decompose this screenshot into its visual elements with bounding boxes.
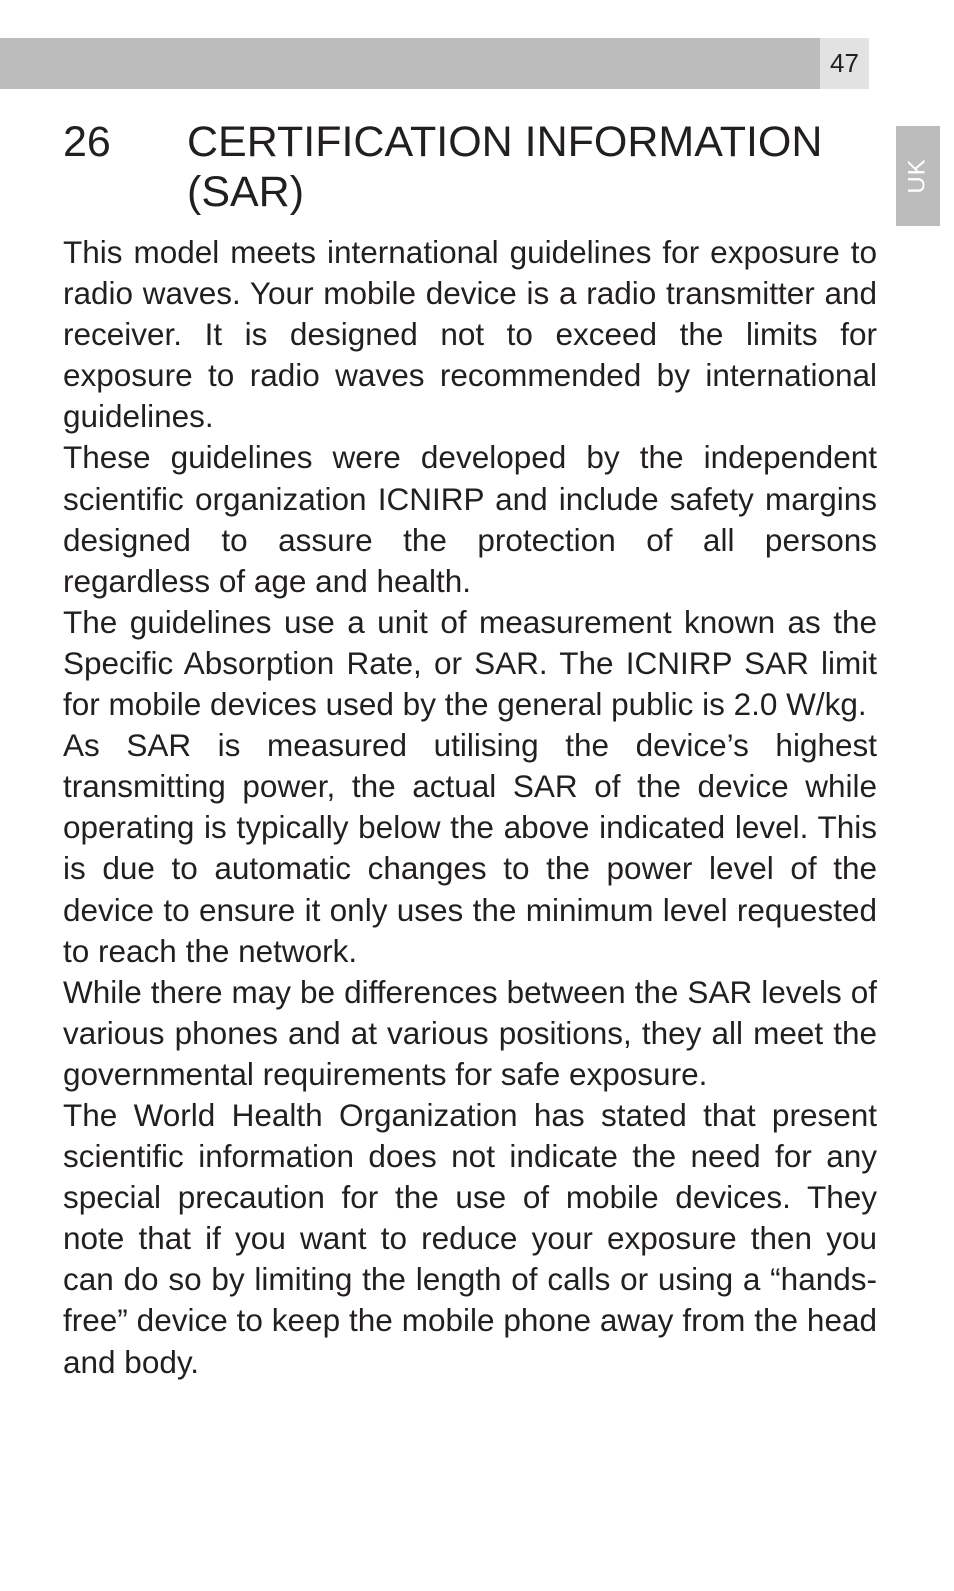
paragraph: This model meets international guidelines for exposure to radio waves. Your mobile device is a radio transmitter and receiver. It is designed not to exceed the limits for exposure to radio waves recommended by international guidelines. [63, 234, 877, 435]
paragraph: The guidelines use a unit of measurement known as the Specific Absorption Rate, or SAR. The ICNIRP SAR limit for mobile devices used by the general public is 2.0 W/kg. [63, 603, 877, 723]
paragraph: These guidelines were developed by the independent scientific organization ICNIRP and include safety margins designed to assure the protection of all persons regardless of age and health. [63, 439, 877, 599]
language-tab-label: UK [904, 158, 931, 194]
section-number: 26 [63, 118, 111, 166]
page-number: 47 [820, 38, 869, 89]
section-title [63, 117, 863, 217]
header-bar [0, 38, 820, 89]
language-tab [896, 126, 940, 226]
paragraph: The World Health Organization has stated that present scientific information does not indicate the need for any special precaution for the use of mobile devices. They note that if you want to reduce your exposure then you can do so by limiting the length of calls or using a “hands-free” device to keep the mobile phone away from the head and body. [63, 1096, 877, 1380]
section-heading: CERTIFICATION INFORMATION (SAR) [187, 118, 823, 216]
body-text [63, 232, 877, 1383]
paragraph: While there may be differences between the SAR levels of various phones and at various positions, they all meet the governmental requirements for safe exposure. [63, 973, 877, 1092]
paragraph: As SAR is measured utilising the device’s highest transmitting power, the actual SAR of the device while operating is typically below the above indicated level. This is due to automatic changes to the power level of the device to ensure it only uses the minimum level requested to reach the network. [63, 727, 877, 969]
